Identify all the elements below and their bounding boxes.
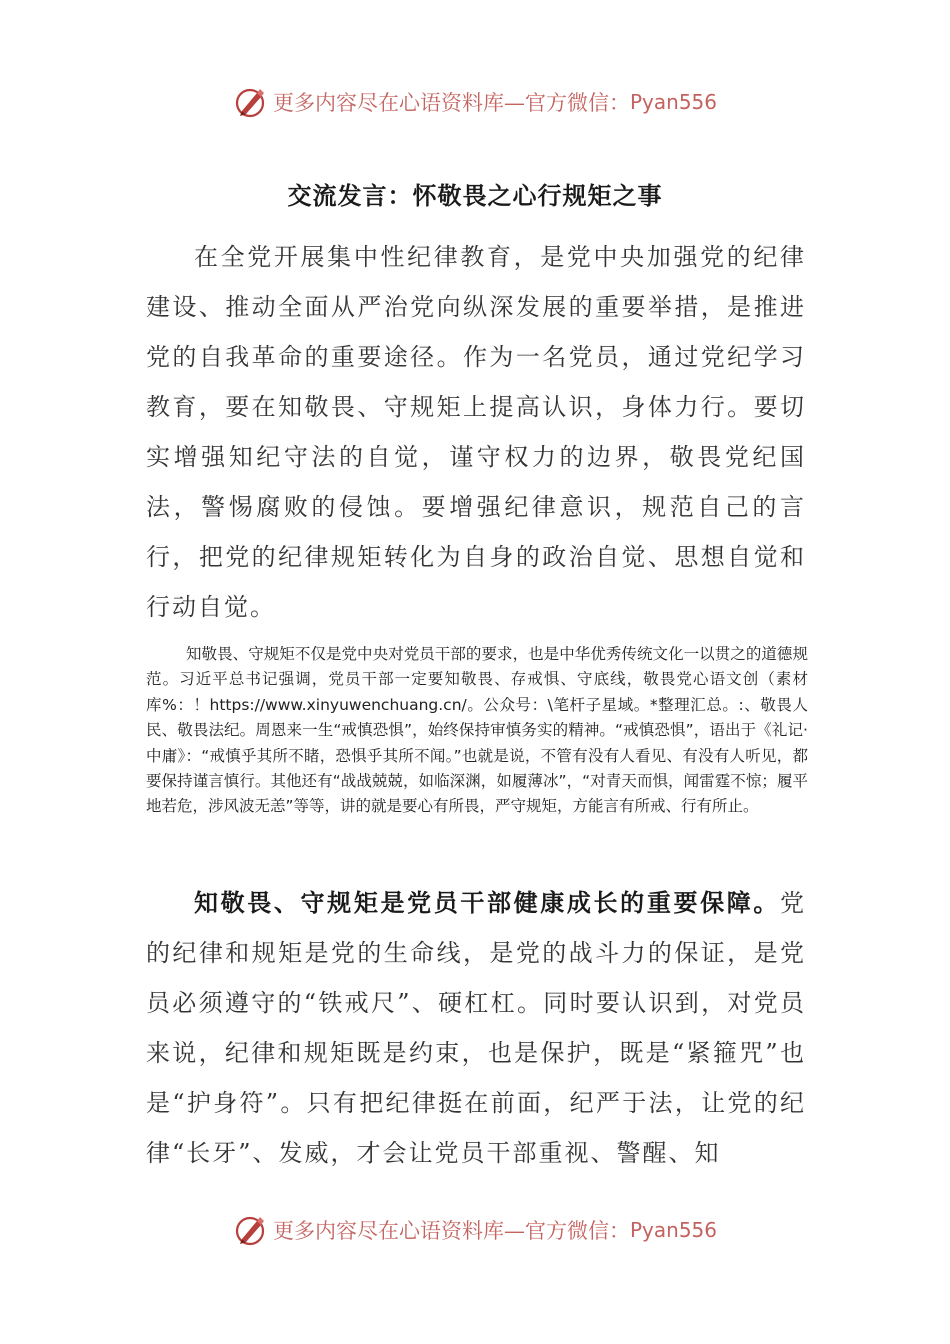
document-title: 交流发言：怀敬畏之心行规矩之事: [287, 182, 663, 210]
paragraph-2-body: 党的纪律和规矩是党的生命线，是党的战斗力的保证，是党员必须遵守的“铁戒尺”、硬杠杠。同时要认识到，对党员来说，纪律和规矩既是约束，也是保护，既是“紧箍咒”也是“护身符”。只有把纪律挺在前面，纪严于法，让党的纪律“长牙”、发威，才会让党员干部重视、警醒、知: [146, 889, 806, 1167]
pen-logo-icon: [233, 84, 269, 120]
paragraph-2: [146, 878, 806, 1178]
banner-wechat-id: Pyan556: [629, 1218, 717, 1242]
pen-logo-icon: [233, 1212, 269, 1248]
paragraph-1: 在全党开展集中性纪律教育，是党中央加强党的纪律建设、推动全面从严治党向纵深发展的重要举措，是推进党的自我革命的重要途径。作为一名党员，通过党纪学习教育，要在知敬畏、守规矩上提高认识，身体力行。要切实增强知纪守法的自觉，谨守权力的边界，敬畏党纪国法，警惕腐败的侵蚀。要增强纪律意识，规范自己的言行，把党的纪律规矩转化为自身的政治自觉、思想自觉和行动自觉。: [146, 243, 806, 621]
footer-banner: [0, 1210, 950, 1250]
banner-brand-text: 更多内容尽在心语资料库—官方微信：: [272, 91, 630, 115]
header-banner: [0, 82, 950, 122]
banner-wechat-id: Pyan556: [629, 90, 717, 114]
banner-brand-text: 更多内容尽在心语资料库—官方微信：: [272, 1219, 630, 1243]
paragraph-2-lead: 知敬畏、守规矩是党员干部健康成长的重要保障。: [194, 889, 780, 917]
paragraph-small: 知敬畏、守规矩不仅是党中央对党员干部的要求，也是中华优秀传统文化一以贯之的道德规范。习近平总书记强调，党员干部一定要知敬畏、存戒惧、守底线，敬畏党心语文创（素材库%：！https://www.xinyuwenchuang.cn/。公众号：\笔杆子星域。*整理汇总。:、敬畏人民、敬畏法纪。周恩来一生“戒慎恐惧”，始终保持审慎务实的精神。“戒慎恐惧”，语出于《礼记·中庸》：“戒慎乎其所不睹，恐惧乎其所不闻。”也就是说，不管有没有人看见、有没有人听见，都要保持谨言慎行。其他还有“战战兢兢，如临深渊，如履薄冰”，“对青天而惧，闻雷霆不惊；履平地若危，涉风波无恙”等等，讲的就是要心有所畏，严守规矩，方能言有所戒、行有所止。: [146, 645, 808, 816]
